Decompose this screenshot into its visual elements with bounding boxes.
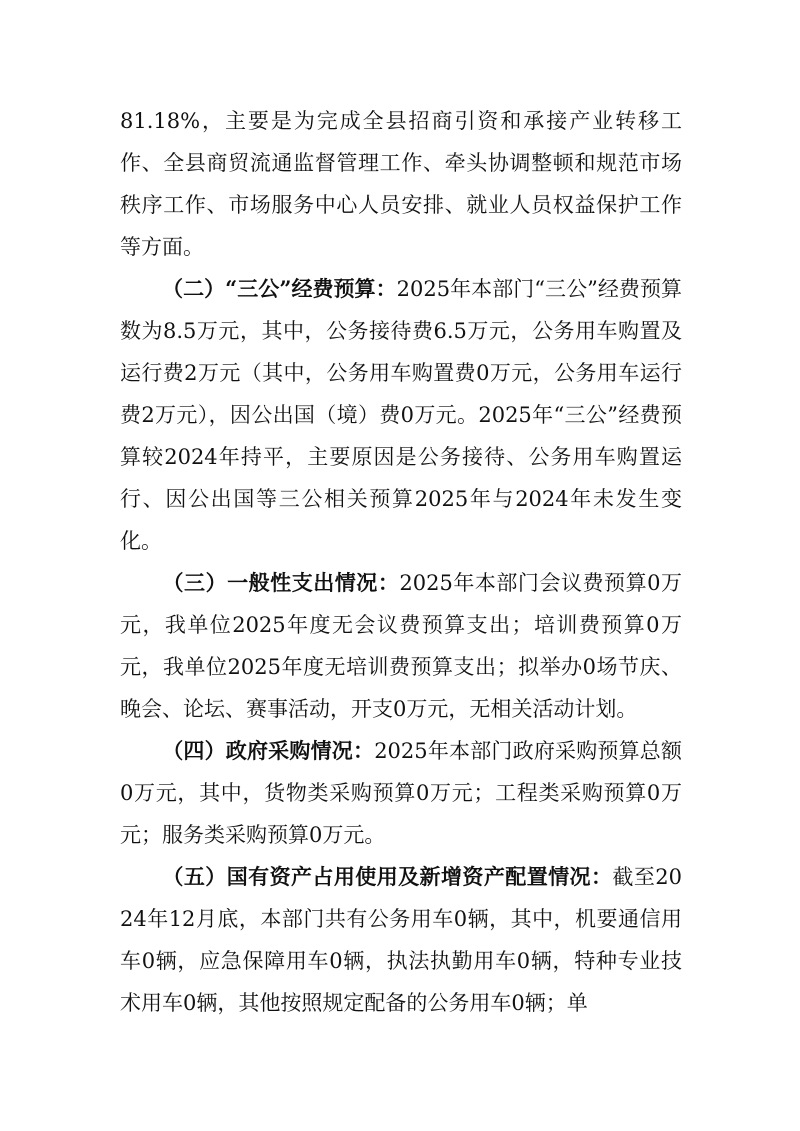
paragraph-text: 截至2024年12月底，本部门共有公务用车0辆，其中，机要通信用车0辆，应急保障用车0辆，执法执勤用车0辆，特种专业技术用车0辆，其他按照规定配备的公务用车0辆；单	[120, 865, 682, 1015]
paragraph-text: 2025年本部门“三公”经费预算数为8.5万元，其中，公务接待费6.5万元，公务用车购置及运行费2万元（其中，公务用车购置费0万元，公务用车运行费2万元），因公出国（境）费0万元。2025年“三公”经费预算较2024年持平，主要原因是公务接待、公务用车购置运行、因公出国等三公相关预算2025年与2024年未发生变化。	[120, 277, 682, 553]
paragraph-state-assets	[120, 856, 682, 1024]
paragraph-government-procurement	[120, 730, 682, 856]
section-heading: （五）国有资产占用使用及新增资产配置情况：	[162, 864, 613, 889]
paragraph-general-expenditure	[120, 562, 682, 730]
paragraph-three-public-funds	[120, 268, 682, 562]
paragraph-text: 2025年本部门政府采购预算总额0万元，其中，货物类采购预算0万元；工程类采购预算0万元；服务类采购预算0万元。	[120, 739, 683, 847]
paragraph-text: 2025年本部门会议费预算0万元，我单位2025年度无会议费预算支出；培训费预算0万元，我单位2025年度无培训费预算支出；拟举办0场节庆、晚会、论坛、赛事活动，开支0万元，无相关活动计划。	[120, 571, 682, 721]
section-heading: （二）“三公”经费预算：	[162, 276, 397, 301]
paragraph-text: 81.18%，主要是为完成全县招商引资和承接产业转移工作、全县商贸流通监督管理工作、牵头协调整顿和规范市场秩序工作、市场服务中心人员安排、就业人员权益保护工作等方面。	[120, 109, 682, 259]
paragraph-expenditure-purpose	[120, 100, 682, 268]
section-heading: （四）政府采购情况：	[162, 738, 375, 763]
section-heading: （三）一般性支出情况：	[162, 570, 400, 595]
